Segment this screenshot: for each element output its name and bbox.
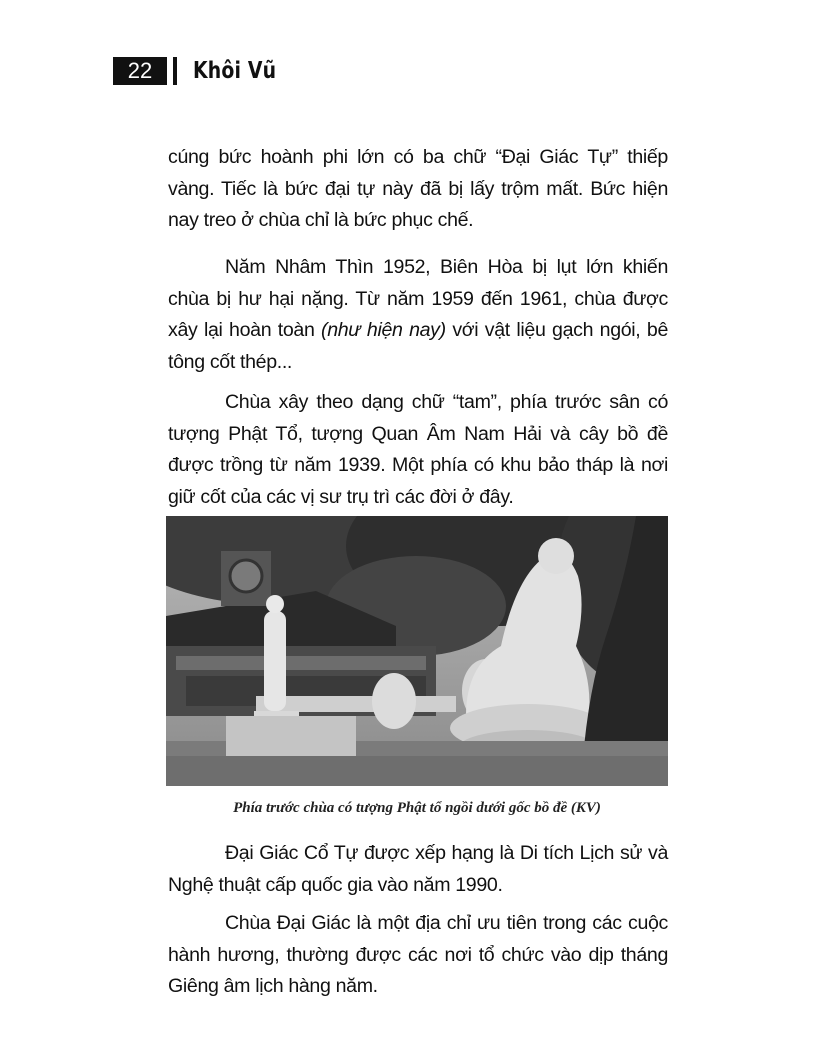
paragraph-2-text-end: với vật liệu gạch ngói, bê tông cốt thép... — [168, 319, 669, 373]
paragraph-1: cúng bức hoành phi lớn có ba chữ “Đại Giác Tự” thiếp vàng. Tiếc là bức đại tự này đã bị lấy trộm mất. Bức hiện nay treo ở chùa chỉ là bức phục chế. — [168, 146, 668, 231]
paragraph-4: Đại Giác Cổ Tự được xếp hạng là Di tích Lịch sử và Nghệ thuật cấp quốc gia vào năm 1990. — [168, 842, 668, 896]
temple-photo-image — [166, 516, 668, 786]
author-name: Khôi Vũ — [193, 58, 277, 84]
photo-caption: Phía trước chùa có tượng Phật tổ ngồi dưới gốc bồ đề (KV) — [233, 800, 601, 816]
paragraph-2-italic: (như hiện nay) — [321, 319, 446, 341]
paragraph-2 — [168, 252, 668, 378]
paragraph-2-text: Năm Nhâm Thìn 1952, Biên Hòa bị lụt lớn khiến chùa bị hư hại nặng. Từ năm 1959 đến 1961, chùa được xây lại hoàn toàn — [168, 256, 668, 341]
paragraph-3: Chùa xây theo dạng chữ “tam”, phía trước sân có tượng Phật Tổ, tượng Quan Âm Nam Hải và cây bồ đề được trồng từ năm 1939. Một phía có khu bảo tháp là nơi giữ cốt của các vị sư trụ trì các đời ở đây. — [168, 391, 668, 508]
page-number: 22 — [113, 57, 167, 85]
header-divider — [173, 57, 177, 85]
paragraph-5: Chùa Đại Giác là một địa chỉ ưu tiên trong các cuộc hành hương, thường được các nơi tổ chức vào dịp tháng Giêng âm lịch hàng năm. — [168, 912, 668, 997]
page-header — [113, 56, 294, 86]
temple-photo — [166, 516, 668, 786]
